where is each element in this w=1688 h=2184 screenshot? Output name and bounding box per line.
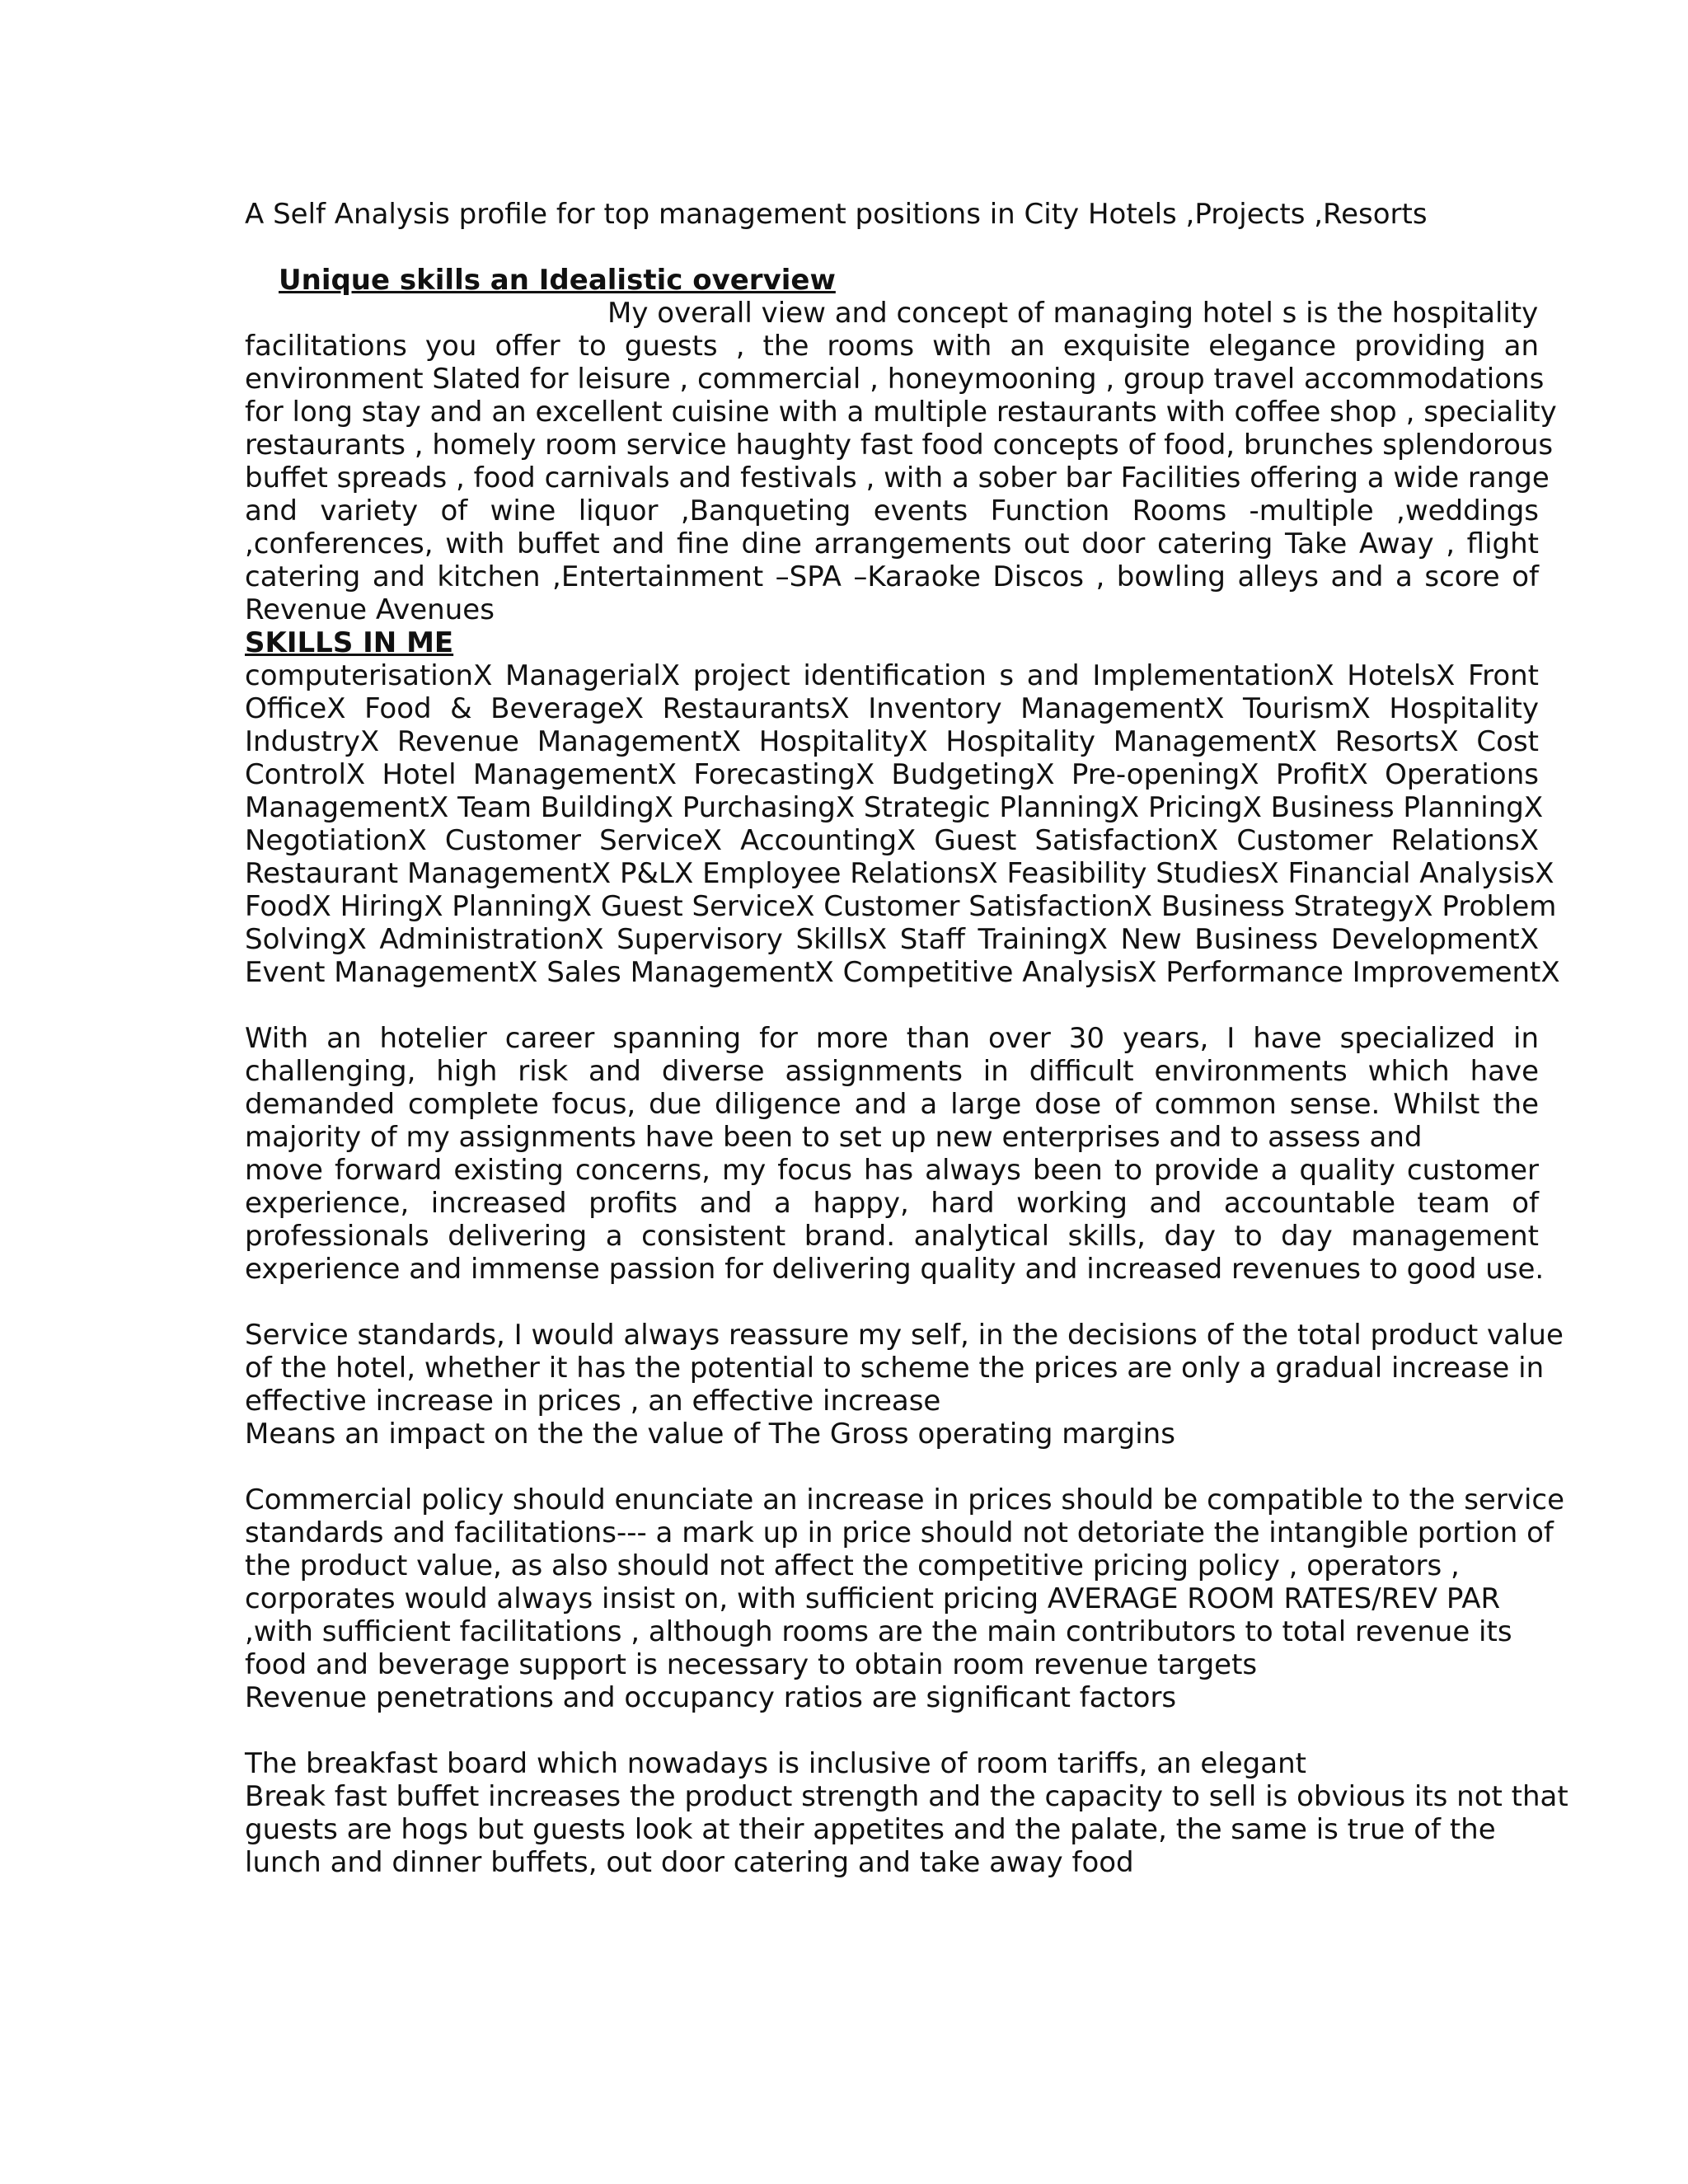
paragraph-line: food and beverage support is necessary to obtain room revenue targets xyxy=(245,1648,1258,1681)
paragraph-line: The breakfast board which nowadays is inclusive of room tariffs, an elegant xyxy=(245,1747,1306,1780)
paragraph-line: standards and facilitations--- a mark up in price should not detoriate the intangible portion of xyxy=(245,1516,1554,1549)
paragraph-line: lunch and dinner buffets, out door catering and take away food xyxy=(245,1846,1134,1879)
paragraph-line: Revenue penetrations and occupancy ratios are significant factors xyxy=(245,1681,1177,1714)
paragraph-line: professionals delivering a consistent brand. analytical skills, day to day management xyxy=(245,1220,1539,1253)
paragraph-line: and variety of wine liquor ,Banqueting events Function Rooms -multiple ,weddings xyxy=(245,494,1539,527)
paragraph-line: experience, increased profits and a happy, hard working and accountable team of xyxy=(245,1187,1539,1220)
paragraph-line: With an hotelier career spanning for more than over 30 years, I have specialized in xyxy=(245,1022,1539,1055)
paragraph-line: buffet spreads , food carnivals and festivals , with a sober bar Facilities offering a wide range xyxy=(245,462,1550,494)
paragraph-line: of the hotel, whether it has the potential to scheme the prices are only a gradual increase in xyxy=(245,1352,1545,1385)
paragraph-line: effective increase in prices , an effective increase xyxy=(245,1385,941,1418)
paragraph-line: Means an impact on the the value of The Gross operating margins xyxy=(245,1418,1175,1451)
skills-line: IndustryX Revenue ManagementX HospitalityX Hospitality ManagementX ResortsX Cost xyxy=(245,725,1539,758)
paragraph-line: Revenue Avenues xyxy=(245,593,495,626)
paragraph-line: challenging, high risk and diverse assignments in difficult environments which have xyxy=(245,1055,1539,1088)
paragraph-line: guests are hogs but guests look at their appetites and the palate, the same is true of the xyxy=(245,1813,1496,1846)
paragraph-line: move forward existing concerns, my focus has always been to provide a quality customer xyxy=(245,1154,1539,1187)
skills-line: SolvingX AdministrationX Supervisory SkillsX Staff TrainingX New Business DevelopmentX xyxy=(245,923,1539,956)
paragraph-line: Commercial policy should enunciate an increase in prices should be compatible to the service xyxy=(245,1483,1565,1516)
paragraph-line: catering and kitchen ,Entertainment –SPA –Karaoke Discos , bowling alleys and a score of xyxy=(245,560,1539,593)
paragraph-line: for long stay and an excellent cuisine with a multiple restaurants with coffee shop , speciality xyxy=(245,396,1557,429)
skills-line: ControlX Hotel ManagementX ForecastingX BudgetingX Pre-openingX ProfitX Operations xyxy=(245,758,1539,791)
skills-line: Restaurant ManagementX P&LX Employee RelationsX Feasibility StudiesX Financial AnalysisX xyxy=(245,857,1554,890)
intro-paragraph-first-line: My overall view and concept of managing hotel s is the hospitality xyxy=(607,297,1539,330)
unique-skills-heading: Unique skills an Idealistic overview xyxy=(279,264,836,297)
paragraph-line: demanded complete focus, due diligence and a large dose of common sense. Whilst the xyxy=(245,1088,1539,1121)
paragraph-line: Break fast buffet increases the product strength and the capacity to sell is obvious its not that xyxy=(245,1780,1568,1813)
paragraph-line: environment Slated for leisure , commercial , honeymooning , group travel accommodations xyxy=(245,363,1545,396)
skills-line: OfficeX Food & BeverageX RestaurantsX Inventory ManagementX TourismX Hospitality xyxy=(245,692,1539,725)
paragraph-line: corporates would always insist on, with sufficient pricing AVERAGE ROOM RATES/REV PAR xyxy=(245,1582,1501,1615)
paragraph-line: restaurants , homely room service haughty fast food concepts of food, brunches splendorous xyxy=(245,429,1554,462)
skills-line: ManagementX Team BuildingX PurchasingX Strategic PlanningX PricingX Business PlanningX xyxy=(245,791,1544,824)
paragraph-line: ,with sufficient facilitations , although rooms are the main contributors to total revenue its xyxy=(245,1615,1512,1648)
paragraph-line: facilitations you offer to guests , the rooms with an exquisite elegance providing an xyxy=(245,330,1539,363)
skills-line: NegotiationX Customer ServiceX AccountingX Guest SatisfactionX Customer RelationsX xyxy=(245,824,1539,857)
document-title: A Self Analysis profile for top management positions in City Hotels ,Projects ,Resorts xyxy=(245,198,1428,231)
paragraph-line: Service standards, I would always reassure my self, in the decisions of the total product value xyxy=(245,1319,1564,1352)
paragraph-line: experience and immense passion for delivering quality and increased revenues to good use. xyxy=(245,1253,1545,1286)
skills-heading: SKILLS IN ME xyxy=(245,626,454,659)
skills-line: FoodX HiringX PlanningX Guest ServiceX Customer SatisfactionX Business StrategyX Problem xyxy=(245,890,1557,923)
skills-line: computerisationX ManagerialX project identification s and ImplementationX HotelsX Front xyxy=(245,659,1539,692)
paragraph-line: the product value, as also should not affect the competitive pricing policy , operators , xyxy=(245,1549,1460,1582)
skills-line: Event ManagementX Sales ManagementX Competitive AnalysisX Performance ImprovementX xyxy=(245,956,1560,989)
paragraph-line: ,conferences, with buffet and fine dine arrangements out door catering Take Away , flight xyxy=(245,527,1539,560)
paragraph-line: majority of my assignments have been to set up new enterprises and to assess and xyxy=(245,1121,1423,1154)
